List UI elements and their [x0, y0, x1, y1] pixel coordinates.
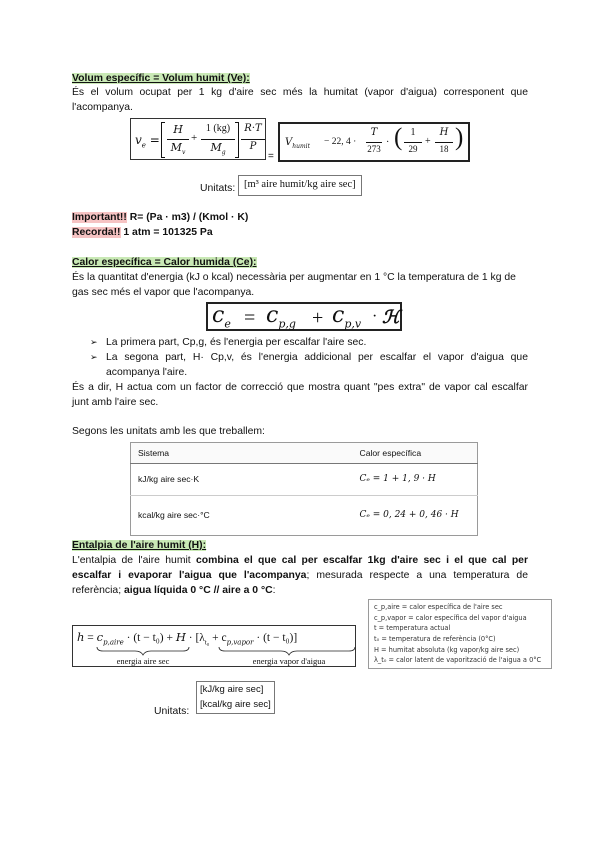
- calor-after: És a dir, H actua com un factor de correcció que mostra quant "pes extra" de vapor cal escalfar junt amb l'aire sec.: [72, 382, 528, 408]
- table-header-calor: Calor específica: [353, 443, 478, 464]
- volum-units-label: Unitats:: [200, 183, 236, 194]
- legend-item: c_p,aire = calor específica de l'aire sec: [374, 603, 503, 611]
- brace-label-vapor: energia vapor d'aigua: [252, 656, 326, 666]
- important-line: [72, 211, 248, 226]
- entalpia-units-label: Unitats:: [154, 706, 190, 717]
- entalpia-units-box: [kJ/kg aire sec] [kcal/kg aire sec]: [196, 681, 275, 714]
- volum-formula-left: $v_e$ = H $M_v$ + 1 (kg) $M_g$ R·T P: [130, 118, 266, 160]
- volum-description: És el volum ocupat per 1 kg d'aire sec més la humitat (vapor d'aigua) corresponent que l'acompanya.: [72, 87, 528, 113]
- table-row: kcal/kg aire sec·°C Cₑ = 0, 24 + 0, 46 · H: [131, 495, 478, 535]
- calor-description: És la quantitat d'energia (kJ o kcal) necessària per augmentar en 1 °C la temperatura de 1 kg de gas sec més el vapor que l'acompanya.: [72, 272, 516, 298]
- volum-title-line: [72, 72, 250, 87]
- calor-units-intro: Segons les unitats amb les que treballem:: [72, 426, 265, 437]
- volum-equals: =: [268, 151, 274, 162]
- entalpia-title: Entalpia de l'aire humit (H):: [72, 540, 207, 551]
- volum-formula-right: $V_{humit}$ − 22, 4 · T 273 · ( 1 29 + H 18 ): [278, 122, 470, 162]
- volum-title: Volum específic = Volum humit (Ve):: [72, 73, 250, 84]
- legend-item: t = temperatura actual: [374, 624, 451, 633]
- entalpia-formula: $h = c_{p,aire} \cdot (t - t_0) + H \cdot [\lambda_{t_0} + c_{p,vapor} \cdot (t - t_0)]$ energia aire sec energia vapor d'aigua: [72, 625, 356, 667]
- recorda-label: Recorda!!: [72, 227, 121, 238]
- legend-item: c_p,vapor = calor específica del vapor d'aigua: [374, 613, 527, 622]
- arrow-bullet-icon: ➢: [90, 337, 98, 347]
- volum-units-box: [m³ aire humit/kg aire sec]: [238, 175, 362, 196]
- calor-table: [130, 442, 478, 536]
- legend-item: t₀ = temperatura de referència (0°C): [374, 635, 496, 644]
- entalpia-title-line: [72, 539, 206, 554]
- recorda-text: 1 atm = 101325 Pa: [120, 227, 213, 238]
- legend-item: H = humitat absoluta (kg vapor/kg aire sec): [374, 645, 520, 654]
- calor-title-line: [72, 256, 257, 271]
- table-header-sistema: Sistema: [131, 443, 353, 464]
- brace-label-aire: energia aire sec: [116, 656, 170, 666]
- table-row: kJ/kg aire sec·K Cₑ = 1 + 1, 9 · H: [131, 464, 478, 496]
- calor-bullet-2: ➢ La segona part, H· Cp,v, és l'energia addicional per escalfar el vapor d'aigua que acompanya l'aire.: [90, 352, 528, 378]
- calor-table-wrap: [130, 442, 478, 536]
- entalpia-intro: L'entalpia de l'aire humit combina el que cal per escalfar 1kg d'aire sec i el que cal per escalfar i evaporar l'aigua que l'acompanya; mesurada respecte a una temperatura de referència; aigua líquida 0 °C // aire a 0 °C:: [72, 555, 528, 596]
- important-text: R= (Pa · m3) / (Kmol · K): [126, 212, 249, 223]
- calor-formula: $c_e$ = $c_{p,g}$ + $c_{p,v}$ · ℋ: [206, 302, 402, 331]
- legend-item: λ_t₀ = calor latent de vaporització de l'aigua a 0°C: [374, 656, 542, 665]
- calor-title: Calor específica = Calor humida (Ce):: [72, 257, 257, 268]
- important-label: Important!!: [72, 212, 127, 223]
- calor-bullet-1: ➢ La primera part, Cp,g, és l'energia per escalfar l'aire sec.: [90, 337, 367, 348]
- recorda-line: [72, 226, 213, 241]
- arrow-bullet-icon: ➢: [90, 352, 98, 362]
- entalpia-legend: [368, 599, 552, 669]
